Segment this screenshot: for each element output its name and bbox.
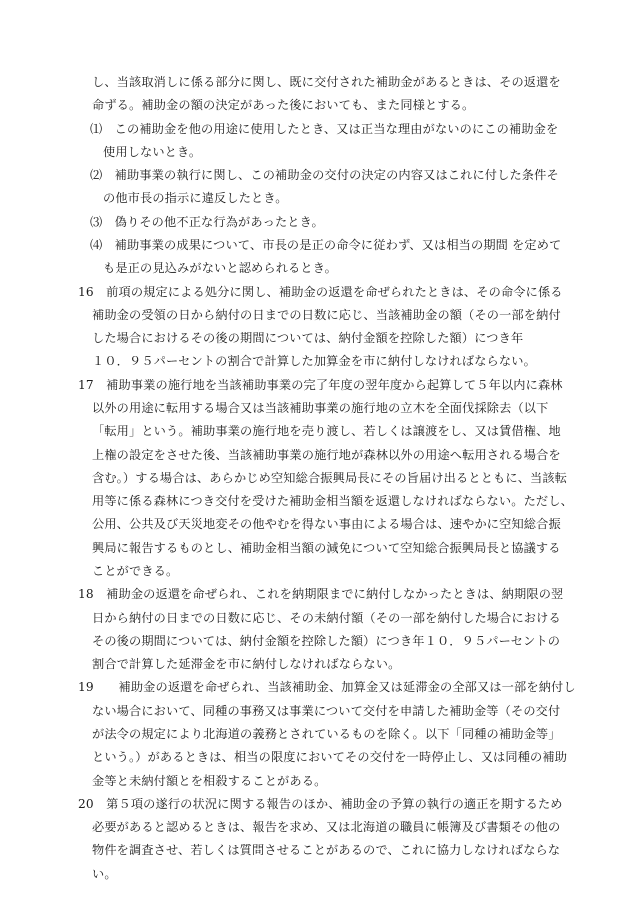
text-line: その後の期間については、納付金額を控除した額）につき年１０．９５パーセントの [92, 633, 561, 648]
text-line: 「転用」という。補助事業の施行地を売り渡し、若しくは譲渡をし、又は賃借権、地 [92, 424, 561, 439]
text-line: ⑶ 偽りその他不正な行為があったとき。 [90, 214, 324, 229]
text-line: 上権の設定をさせた後、当該補助事業の施行地が森林以外の用途へ転用される場合を [92, 447, 561, 462]
text-line: 使用しないとき。 [103, 144, 202, 159]
text-line: 日から納付の日までの日数に応じ、その未納付額（その一部を納付した場合における [92, 610, 561, 625]
text-line: 興局に報告するものとし、補助金相当額の減免について空知総合振興局長と協議する [92, 540, 561, 555]
text-line: ⑵ 補助事業の執行に関し、この補助金の交付の決定の内容又はこれに付した条件そ [90, 168, 559, 183]
text-line: 19 補助金の返還を命ぜられ、当該補助金、加算金又は延滞金の全部又は一部を納付し [78, 680, 576, 695]
text-line: １０．９５パーセントの割合で計算した加算金を市に納付しなければならない。 [92, 354, 536, 369]
text-line: 含む。）する場合は、あらかじめ空知総合振興局長にその旨届け出るとともに、当該転 [92, 470, 568, 485]
text-line: 物件を調査させ、若しくは質問させることがあるので、これに協力しなければならな [92, 843, 561, 858]
text-line: い。 [92, 866, 117, 881]
text-line: が法令の規定により北海道の義務とされているものを除く。以下「同種の補助金等」 [92, 727, 561, 741]
text-line: という。）があるときは、相当の限度においてその交付を一時停止し、又は同種の補助 [92, 750, 568, 765]
text-line: も是正の見込みがないと認められるとき。 [103, 261, 337, 276]
text-line: ことができる。 [92, 564, 179, 578]
text-line: 補助金の受領の日から納付の日までの日数に応じ、当該補助金の額（その一部を納付 [92, 307, 561, 322]
text-line: 命ずる。補助金の額の決定があった後においても、また同様とする。 [92, 98, 475, 113]
text-line: した場合におけるその後の期間については、納付金額を控除した額）につき年 [92, 331, 524, 346]
text-line: し、当該取消しに係る部分に関し、既に交付された補助金があるときは、その返還を [92, 75, 561, 89]
text-line: ⑴ この補助金を他の用途に使用したとき、又は正当な理由がないのにこの補助金を [90, 121, 559, 136]
text-line: 公用、公共及び天災地変その他やむを得ない事由による場合は、速やかに空知総合振 [92, 517, 561, 532]
text-line: の他市長の指示に違反したとき。 [103, 191, 288, 206]
text-line: 金等と未納付額とを相殺することがある。 [92, 773, 327, 788]
text-line: 割合で計算した延滞金を市に納付しなければならない。 [92, 657, 401, 672]
text-line: 17 補助事業の施行地を当該補助事業の完了年度の翌年度から起算して５年以内に森林 [78, 377, 563, 392]
text-line: 以外の用途に転用する場合又は当該補助事業の施行地の立木を全面伐採除去（以下 [92, 401, 549, 415]
text-line: ⑷ 補助事業の成果について、市長の是正の命令に従わず、又は相当の期間 を定めて [90, 238, 562, 252]
text-line: 用等に係る森林につき交付を受けた補助金相当額を返還しなければならない。ただし、 [92, 494, 573, 509]
text-line: 18 補助金の返還を命ぜられ、これを納期限までに納付しなかったときは、納期限の翌 [78, 587, 564, 602]
text-line: 16 前項の規定による処分に関し、補助金の返還を命ぜられたときは、その命令に係る [78, 284, 563, 299]
text-line: 必要があると認めるときは、報告を求め、又は北海道の職員に帳簿及び書類その他の [92, 820, 561, 835]
text-line: 20 第５項の遂行の状況に関する報告のほか、補助金の予算の執行の適正を期するため [78, 796, 563, 811]
text-line: ない場合において、同種の事務又は事業について交付を申請した補助金等（その交付 [92, 703, 561, 718]
